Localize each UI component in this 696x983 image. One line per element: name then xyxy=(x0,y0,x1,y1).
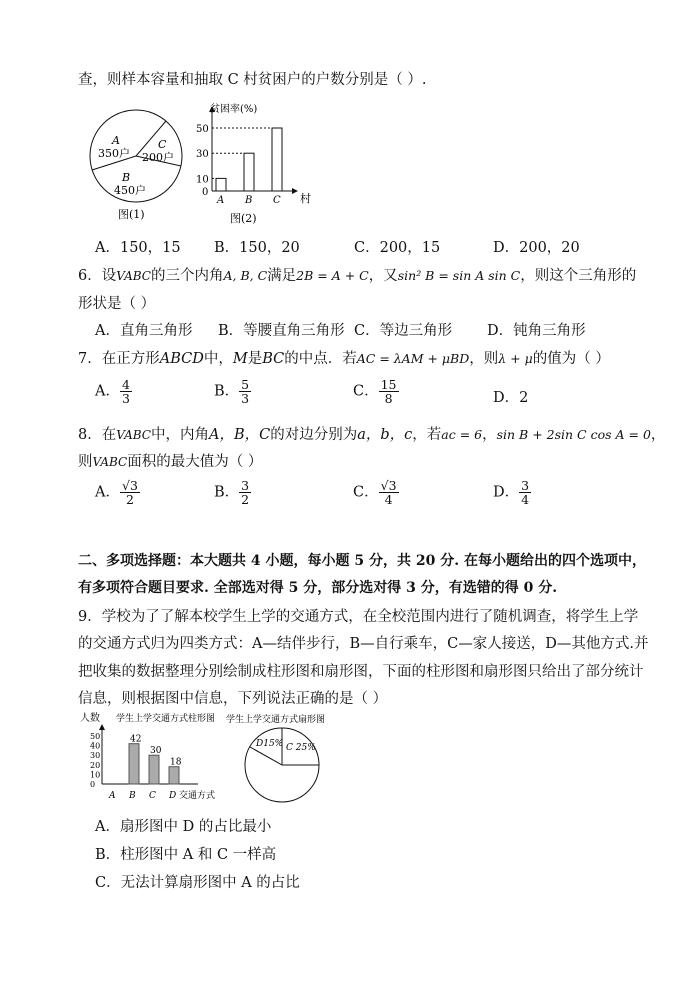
q5-option-b: B．150，20 xyxy=(214,240,300,256)
q7-option-d: D．2 xyxy=(493,390,529,406)
bar-d xyxy=(169,767,179,784)
y-axis-label: 贫困率(%) xyxy=(210,104,258,115)
bar-value-label: 30 xyxy=(150,746,162,757)
question-intro: 查，则样本容量和抽取 C 村贫困户的户数分别是（ ）. xyxy=(78,72,427,88)
q8-option-d: D． $\frac{3}{4}$ xyxy=(493,478,530,508)
y-tick-label: 0 xyxy=(202,187,209,198)
bar-c xyxy=(272,128,282,191)
pie-label-a-value: 350户 xyxy=(98,147,130,160)
q5-option-c: C．200，15 xyxy=(354,240,441,256)
bar-c xyxy=(149,755,159,784)
y-tick-label: 40 xyxy=(90,741,101,751)
section-2-heading-line-1: 二、多项选择题：本大题共 4 小题，每小题 5 分，共 20 分. 在每小题给出的四个选项中， xyxy=(78,553,646,569)
q8-option-a: A． $\frac{√3}{2}$ xyxy=(95,478,138,508)
q9-line-3: 把收集的数据整理分别绘制成柱形图和扇形图，下面的柱形图和扇形图只给出了部分统计 xyxy=(78,664,644,680)
q9-bar-xlabel: 交通方式 xyxy=(179,791,216,801)
q6-option-a: A．直角三角形 xyxy=(95,323,193,339)
q6-option-c: C．等边三角形 xyxy=(354,323,453,339)
figure-2-caption: 图(2) xyxy=(230,212,257,225)
x-axis-arrow xyxy=(292,188,298,194)
y-tick-label: 50 xyxy=(196,124,209,135)
bar-b xyxy=(244,153,254,191)
x-tick-label: B xyxy=(129,791,136,801)
x-tick-label: C xyxy=(149,791,156,801)
bar-value-label: 42 xyxy=(130,734,142,745)
y-tick-label: 30 xyxy=(196,149,209,161)
x-tick-label: A xyxy=(109,791,116,801)
y-tick-label: 10 xyxy=(90,770,101,780)
q9-bar-chart xyxy=(80,710,250,802)
q9-line-4: 信息，则根据图中信息，下列说法正确的是（ ） xyxy=(78,691,388,707)
q9-bar-title: 学生上学交通方式柱形图 xyxy=(116,714,216,724)
y-axis-arrow xyxy=(99,724,105,730)
pie-label-c-value: 200户 xyxy=(142,151,174,164)
y-tick-label: 10 xyxy=(196,174,209,186)
q9-bar-ylabel: 人数 xyxy=(80,713,100,724)
q6-line-2: 形状是（ ） xyxy=(78,296,156,312)
q8-option-c: C． $\frac{√3}{4}$ xyxy=(353,478,397,508)
bar-value-label: 18 xyxy=(170,757,182,768)
y-tick-label: 20 xyxy=(90,760,101,770)
q5-option-d: D．200，20 xyxy=(493,240,580,256)
figure-1-caption: 图(1) xyxy=(118,208,145,221)
pie-label-b-value: 450户 xyxy=(114,184,146,197)
q8-option-b: B． $\frac{3}{2}$ xyxy=(214,478,250,508)
q7-option-c: C． $\frac{15}{8}$ xyxy=(353,377,397,407)
section-2-heading-line-2: 有多项符合题目要求. 全部选对得 5 分，部分选对得 3 分，有选错的得 0 分. xyxy=(78,580,558,596)
q9-pie-title: 学生上学交通方式扇形图 xyxy=(226,715,326,725)
q8-line-1: 8．在VABC中，内角A，B，C的对边分别为a，b，c，若ac = 6，sin B + 2sin C cos A = 0， xyxy=(78,427,666,443)
q6-line-1: 6．设VABC的三个内角A, B, C满足2B = A + C，又sin² B = sin A sin C，则这个三角形的 xyxy=(78,268,637,284)
q7-option-a: A． $\frac{4}{3}$ xyxy=(95,377,130,407)
q9-option-a: A．扇形图中 D 的占比最小 xyxy=(95,819,272,835)
y-tick-label: 50 xyxy=(90,732,101,741)
y-tick-label: 0 xyxy=(90,780,96,789)
figure-2-bar-chart xyxy=(196,102,314,228)
q7-option-b: B． $\frac{5}{3}$ xyxy=(214,377,250,407)
q5-option-a: A．150，15 xyxy=(95,240,181,256)
q9-line-2: 的交通方式归为四类方式：A—结伴步行，B—自行乘车，C—家人接送，D—其他方式.并 xyxy=(78,636,649,652)
x-tick-label: B xyxy=(245,195,253,206)
q6-option-b: B．等腰直角三角形 xyxy=(218,323,345,339)
q7-line-1: 7．在正方形ABCD中，M是BC的中点．若AC = λAM + μBD，则λ + μ的值为（ ） xyxy=(78,351,610,367)
q8-line-2: 则VABC面积的最大值为（ ） xyxy=(78,454,263,470)
q9-pie-divider-left xyxy=(250,747,282,765)
q9-option-c: C．无法计算扇形图中 A 的占比 xyxy=(95,875,300,891)
q9-option-b: B．柱形图中 A 和 C 一样高 xyxy=(95,847,277,863)
q9-pie-label-d: D15% xyxy=(256,739,284,749)
bar-a xyxy=(216,178,226,191)
pie-label-a-letter: A xyxy=(112,134,120,147)
bar-b xyxy=(129,744,139,784)
pie-label-c-letter: C xyxy=(158,138,167,151)
pie-label-b-letter: B xyxy=(122,171,131,184)
x-axis-label: 村 xyxy=(300,192,311,205)
x-tick-label: C xyxy=(273,195,281,206)
x-tick-label: A xyxy=(217,195,225,206)
q6-option-d: D．钝角三角形 xyxy=(487,323,586,339)
q9-line-1: 9．学校为了了解本校学生上学的交通方式，在全校范围内进行了随机调查，将学生上学 xyxy=(78,609,639,625)
q9-pie-chart xyxy=(226,712,376,804)
x-tick-label: D xyxy=(169,791,177,801)
y-tick-label: 30 xyxy=(90,751,101,761)
q9-pie-label-c: C 25% xyxy=(286,743,316,753)
figure-1-pie-chart xyxy=(84,104,194,228)
